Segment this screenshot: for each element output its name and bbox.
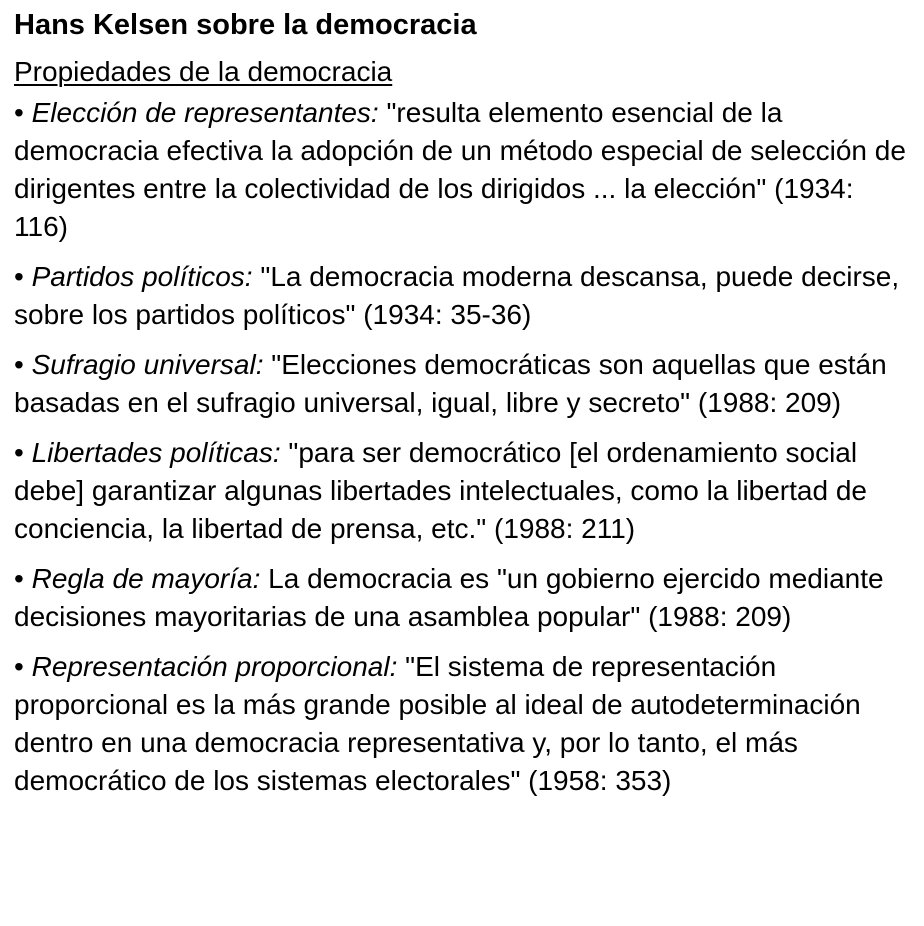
item-text: "Elecciones democráticas son aquellas que están basadas en el sufragio universal, igual, libre y secreto" (1988: 209) — [14, 349, 887, 418]
list-item-libertades-politicas — [14, 434, 914, 548]
item-term: Sufragio universal: — [31, 349, 264, 380]
bullet-icon: • — [14, 261, 24, 292]
bullet-icon: • — [14, 437, 24, 468]
bullet-icon: • — [14, 651, 24, 682]
list-item-sufragio-universal — [14, 346, 914, 422]
item-term: Elección de representantes: — [31, 97, 379, 128]
bullet-icon: • — [14, 563, 24, 594]
item-term: Libertades políticas: — [31, 437, 281, 468]
list-item-regla-mayoria — [14, 560, 914, 636]
item-text: "para ser democrático [el ordenamiento social debe] garantizar algunas libertades intelectuales, como la libertad de conciencia, la libertad de prensa, etc." (1988: 211) — [14, 437, 867, 544]
bullet-icon: • — [14, 349, 24, 380]
item-text: "resulta elemento esencial de la democracia efectiva la adopción de un método especial de selección de dirigentes entre la colectividad de los dirigidos ... la elección" (1934: 116) — [14, 97, 906, 242]
document-title: Hans Kelsen sobre la democracia — [14, 9, 477, 41]
item-text: "El sistema de representación proporcional es la más grande posible al ideal de autodeterminación dentro en una democracia representativa y, por lo tanto, el más democrático de los sistemas electorales" (1958: 353) — [14, 651, 861, 796]
item-term: Representación proporcional: — [31, 651, 398, 682]
bullet-icon: • — [14, 97, 24, 128]
section-subtitle: Propiedades de la democracia — [14, 56, 393, 87]
list-item-partidos-politicos — [14, 258, 914, 334]
list-item-representacion-proporcional — [14, 648, 914, 800]
item-term: Partidos políticos: — [31, 261, 253, 292]
item-text: La democracia es "un gobierno ejercido mediante decisiones mayoritarias de una asamblea popular" (1988: 209) — [14, 563, 884, 632]
item-text: "La democracia moderna descansa, puede decirse, sobre los partidos políticos" (1934: 35-36) — [14, 261, 900, 330]
item-term: Regla de mayoría: — [31, 563, 261, 594]
list-item-eleccion-representantes — [14, 94, 914, 246]
